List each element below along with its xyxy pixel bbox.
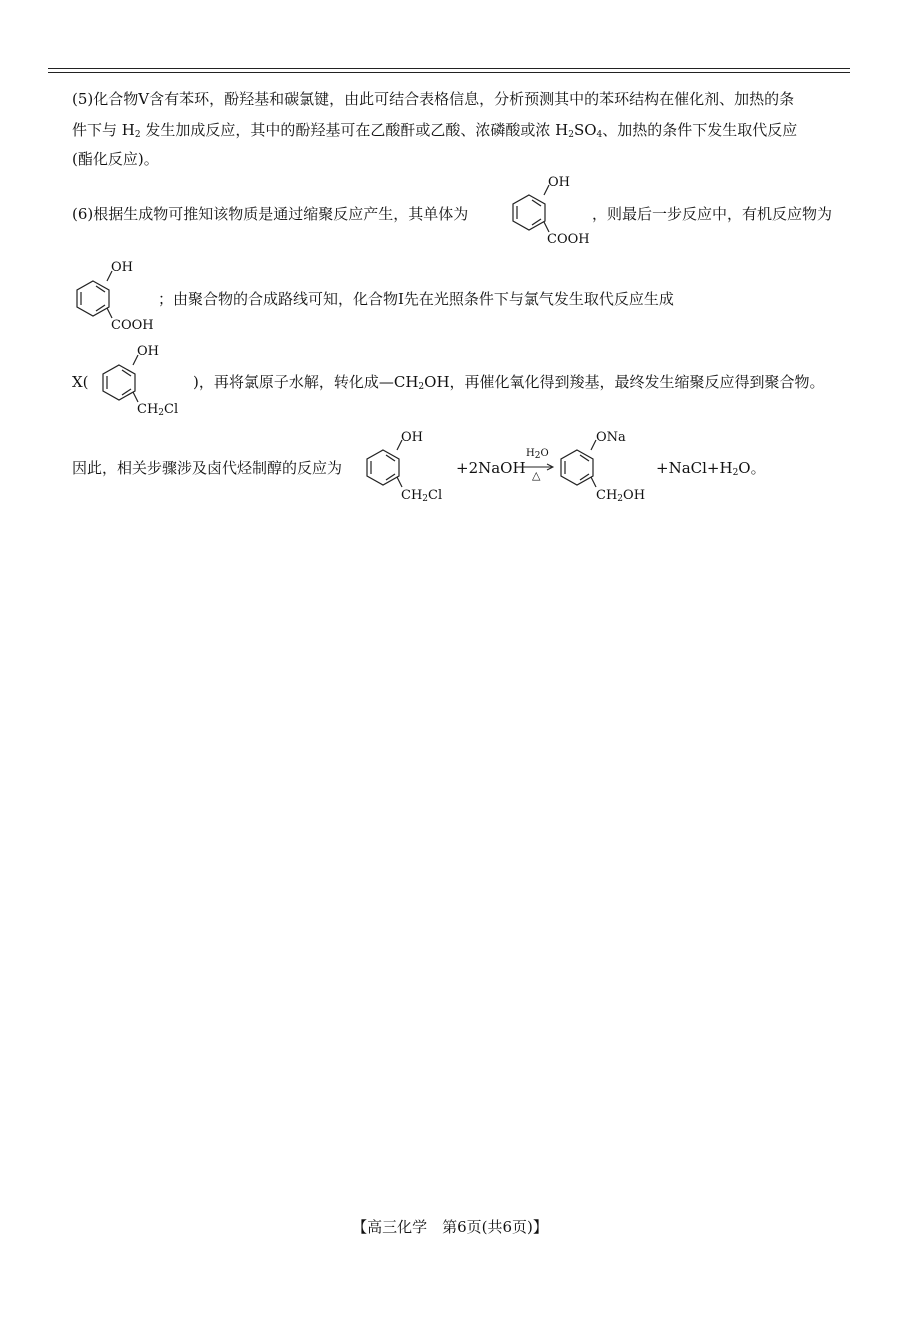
oh-label: OH bbox=[111, 260, 133, 275]
reagent-naoh: +2NaOH bbox=[456, 459, 526, 477]
p6-line3-text: )，再将氯原子水解，转化成$—CH_2OH$，再催化氧化得到羧基，最终发生缩聚反应得到聚合物。 bbox=[193, 373, 825, 392]
header-rule-bottom bbox=[48, 72, 850, 73]
p5-line2: 件下与 $H_2$ 发生加成反应，其中的酚羟基可在乙酸酐或乙酸、浓磷酸或浓 $H_2SO_4$、加热的条件下发生取代反应 bbox=[72, 121, 798, 140]
cooh-label: COOH bbox=[547, 232, 590, 247]
p5-line1: (5)化合物Ⅴ含有苯环，酚羟基和碳氯键，由此可结合表格信息，分析预测其中的苯环结构在催化剂、加热的条 bbox=[72, 90, 795, 108]
arrow-condition-bottom: △ bbox=[532, 469, 541, 482]
header-rule-top bbox=[48, 68, 850, 69]
bond-line bbox=[396, 476, 404, 488]
cooh-label: COOH bbox=[111, 318, 154, 333]
products-text: $+NaCl+H_2O$。 bbox=[656, 459, 766, 478]
ch2cl-label: $CH_2Cl$ bbox=[401, 488, 443, 504]
bond-line bbox=[590, 476, 598, 488]
ch2cl-label: $CH_2Cl$ bbox=[137, 402, 179, 418]
p6-line2: ；由聚合物的合成路线可知，化合物Ⅰ先在光照条件下与氯气发生取代反应生成 bbox=[158, 290, 674, 308]
p6-line4-pre: 因此，相关步骤涉及卤代烃制醇的反应为 bbox=[72, 459, 343, 477]
page-footer: 【高三化学 第6页(共6页)】 bbox=[352, 1218, 548, 1236]
p5-line3: (酯化反应)。 bbox=[72, 150, 159, 168]
p6-line1-a: (6)根据生成物可推知该物质是通过缩聚反应产生，其单体为 bbox=[72, 205, 469, 223]
p6-line1-b: ，则最后一步反应中，有机反应物为 bbox=[592, 205, 833, 223]
oh-label: OH bbox=[137, 344, 159, 359]
ch2oh-label: $CH_2OH$ bbox=[596, 488, 646, 504]
arrow-condition-top: $H_2O$ bbox=[526, 448, 549, 461]
ona-label: ONa bbox=[596, 430, 626, 445]
oh-label: OH bbox=[401, 430, 423, 445]
p6-line3-pre: X( bbox=[72, 373, 89, 391]
oh-label: OH bbox=[548, 175, 570, 190]
